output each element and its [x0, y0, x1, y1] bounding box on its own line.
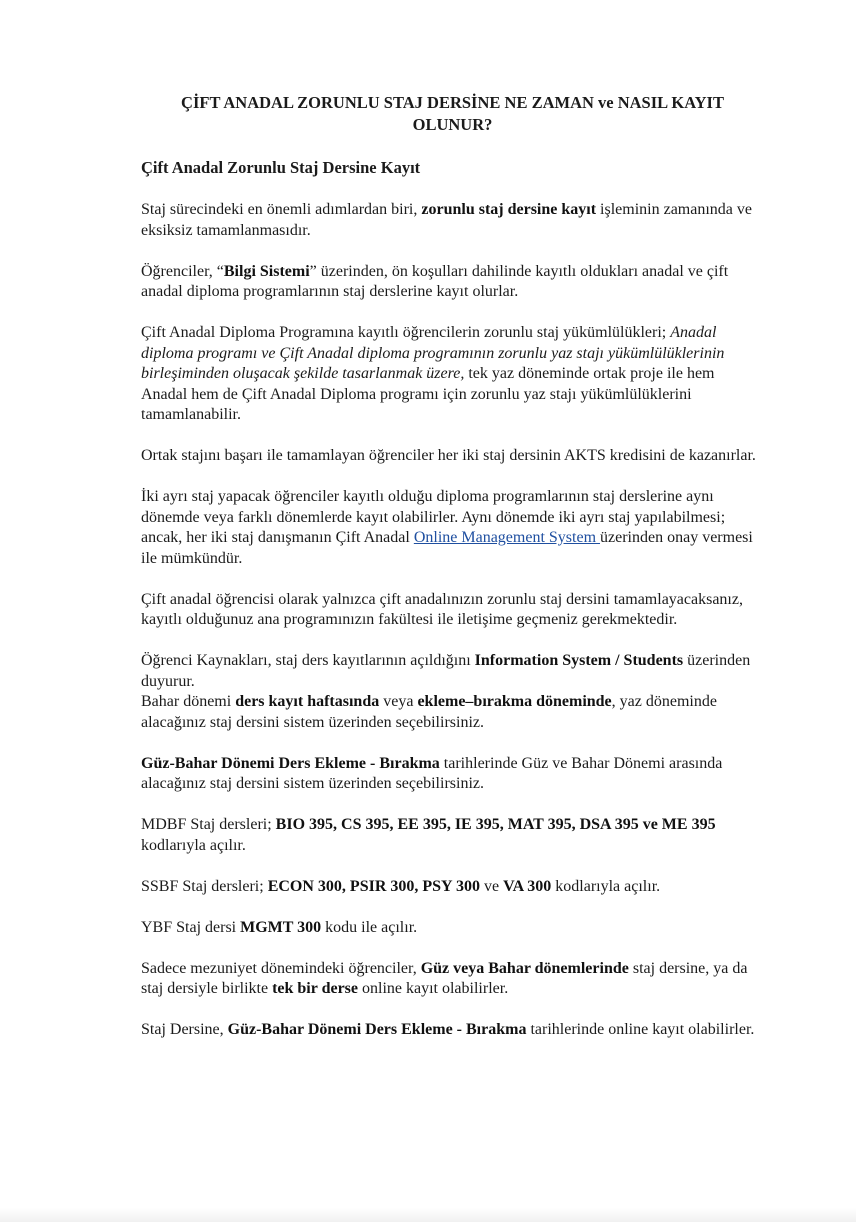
paragraph-spring-registration: Bahar dönemi ders kayıt haftasında veya ekleme–bırakma döneminde, yaz döneminde alacağınız staj dersini sistem üzerinden seçebilirsiniz. — [141, 693, 717, 731]
paragraph-announcement: Öğrenci Kaynakları, staj ders kayıtlarının açıldığını Information System / Students üzerinden duyurur. — [141, 652, 751, 690]
page-bottom-edge — [0, 1208, 856, 1222]
paragraph-two-internships: İki ayrı staj yapacak öğrenciler kayıtlı olduğu diploma programlarının staj derslerine aynı dönemde veya farklı dönemlerde kayıt olabilirler. Aynı dönemde iki ayrı staj yapılabilmesi; ancak, her iki staj danışmanın Çift Anadal Online Management System üzerinden onay vermesi ile mümkündür. — [141, 488, 753, 567]
paragraph-ects-credit: Ortak stajını başarı ile tamamlayan öğrenciler her iki staj dersinin AKTS kredisini de kazanırlar. — [141, 447, 756, 464]
paragraph-mdbf-courses: MDBF Staj dersleri; BIO 395, CS 395, EE 395, IE 395, MAT 395, DSA 395 ve ME 395 kodlarıyla açılır. — [141, 816, 716, 854]
paragraph-online-registration: Staj Dersine, Güz-Bahar Dönemi Ders Ekleme - Bırakma tarihlerinde online kayıt olabilirler. — [141, 1021, 755, 1038]
paragraph-add-drop-dates: Güz-Bahar Dönemi Ders Ekleme - Bırakma tarihlerinde Güz ve Bahar Dönemi arasında alacağınız staj dersini sistem üzerinden seçebilirsiniz. — [141, 754, 723, 792]
section-heading: Çift Anadal Zorunlu Staj Dersine Kayıt — [141, 158, 421, 177]
page-title — [141, 92, 758, 136]
paragraph-contact-faculty: Çift anadal öğrencisi olarak yalnızca çift anadalınızın zorunlu staj dersini tamamlayacaksanız, kayıtlı olduğunuz ana programınızın fakültesi ile iletişime geçmeniz gerekmektedir. — [141, 590, 743, 628]
paragraph-graduating-students: Sadece mezuniyet dönemindeki öğrenciler, Güz veya Bahar dönemlerinde staj dersine, ya da staj dersiyle birlikte tek bir derse online kayıt olabilirler. — [141, 959, 748, 997]
online-management-system-link[interactable]: Online Management System — [413, 529, 601, 546]
paragraph-information-system: Öğrenciler, “Bilgi Sistemi” üzerinden, ön koşulları dahilinde kayıtlı oldukları anadal ve çift anadal diploma programlarının staj derslerine kayıt olurlar. — [141, 262, 729, 300]
paragraph-ybf-course: YBF Staj dersi MGMT 300 kodu ile açılır. — [141, 918, 418, 936]
paragraph-registration-importance: Staj sürecindeki en önemli adımlardan biri, zorunlu staj dersine kayıt işleminin zamanında ve eksiksiz tamamlanmasıdır. — [141, 201, 752, 239]
paragraph-double-major-obligations: Çift Anadal Diploma Programına kayıtlı öğrencilerin zorunlu staj yükümlülükleri; Anadal diploma programı ve Çift Anadal diploma programının zorunlu yaz stajı yükümlülüklerinin birleşiminden oluşacak şekilde tasarlanmak üzere, tek yaz döneminde ortak proje ile hem Anadal hem de Çift Anadal Diploma programı için zorunlu yaz stajı yükümlülüklerini tamamlanabilir. — [141, 324, 725, 423]
title-line-1: ÇİFT ANADAL ZORUNLU STAJ DERSİNE NE ZAMAN ve NASIL KAYIT — [181, 93, 724, 112]
title-line-2: OLUNUR? — [412, 115, 493, 134]
paragraph-ssbf-courses: SSBF Staj dersleri; ECON 300, PSIR 300, PSY 300 ve VA 300 kodlarıyla açılır. — [141, 877, 661, 895]
